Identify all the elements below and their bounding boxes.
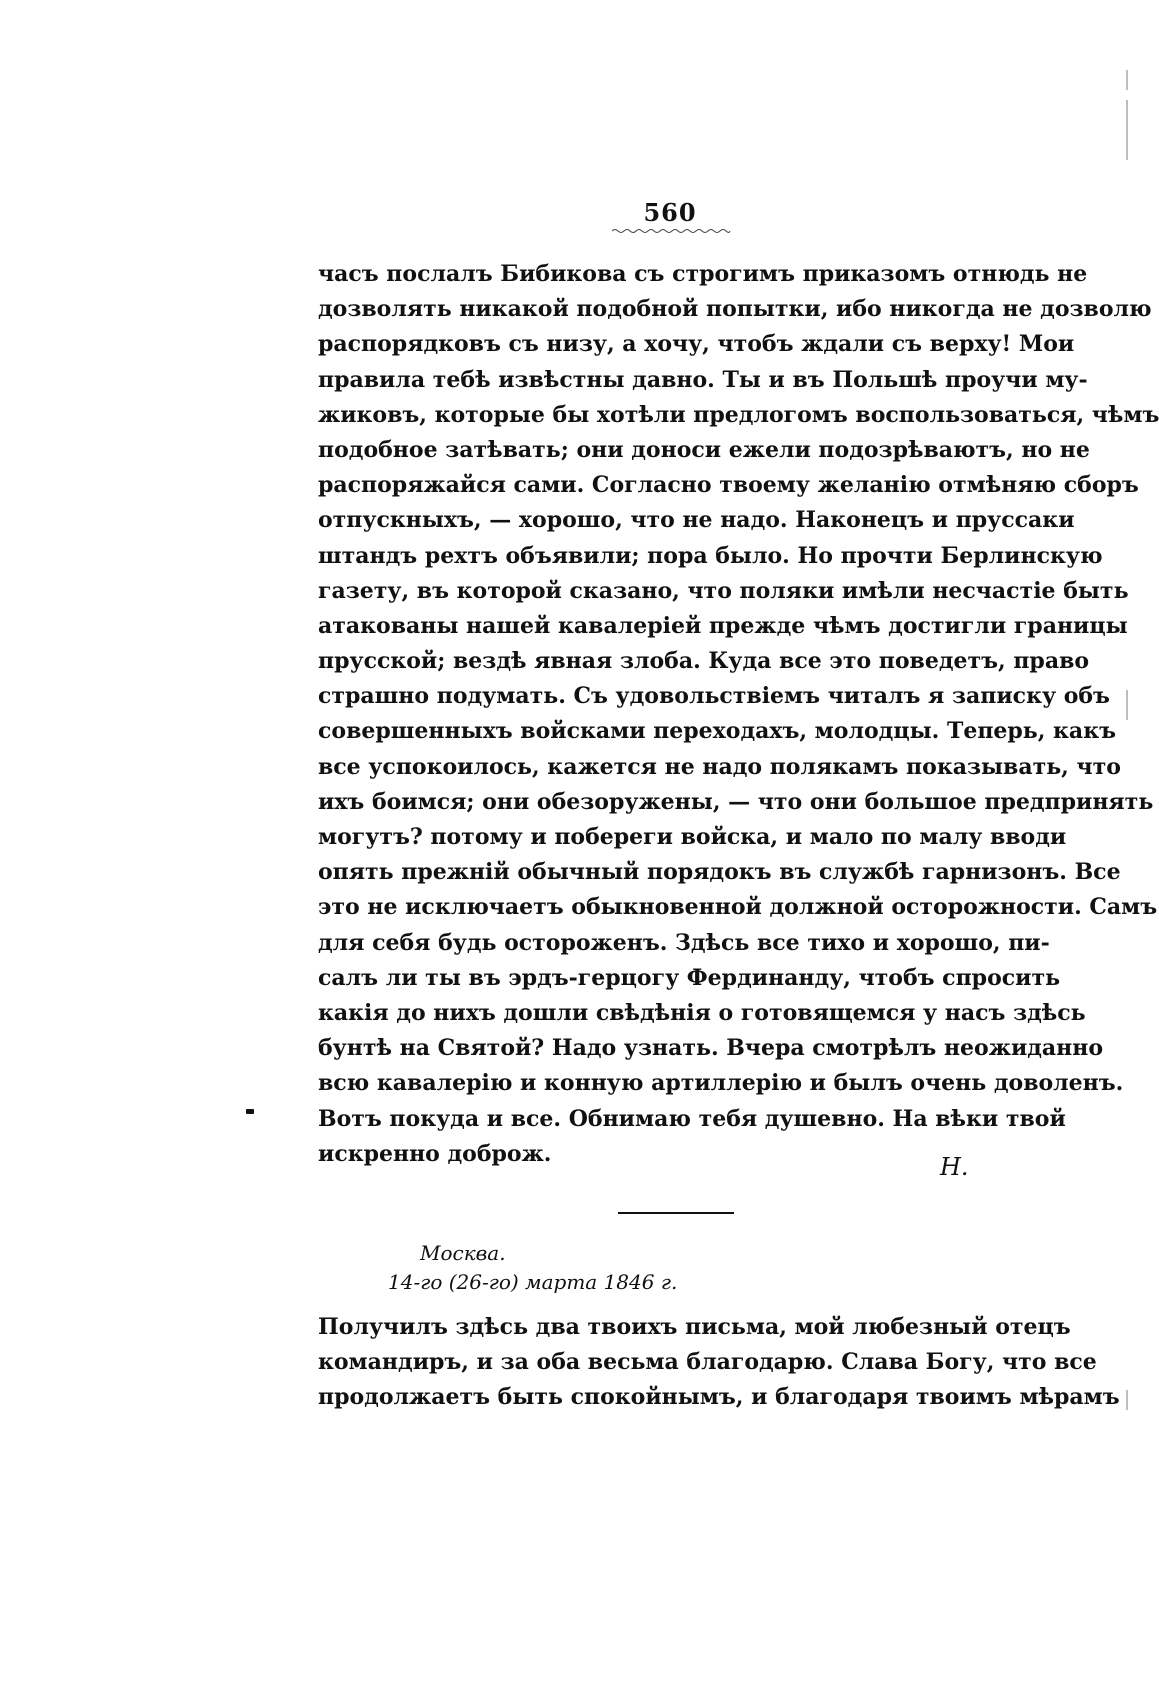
page-number: 560 bbox=[643, 198, 697, 227]
text-line: Вотъ покуда и все. Обнимаю тебя душевно. На вѣки твой bbox=[318, 1105, 1066, 1132]
text-line: все успокоилось, кажется не надо полякамъ показывать, что bbox=[318, 753, 1121, 780]
signature: Н. bbox=[940, 1153, 969, 1181]
letter-1-body bbox=[318, 257, 1159, 1172]
scan-edge-mark bbox=[1126, 1390, 1128, 1410]
section-divider bbox=[618, 1212, 734, 1214]
text-line: командиръ, и за оба весьма благодарю. Слава Богу, что все bbox=[318, 1349, 1097, 1376]
text-line: совершенныхъ войсками переходахъ, молодцы. Теперь, какъ bbox=[318, 718, 1116, 745]
text-line: для себя будь остороженъ. Здѣсь все тихо и хорошо, пи- bbox=[318, 929, 1050, 956]
text-line: продолжаетъ быть спокойнымъ, и благодаря твоимъ мѣрамъ bbox=[318, 1384, 1120, 1411]
letter-2-date: 14-го (26-го) марта 1846 г. bbox=[388, 1270, 678, 1294]
scan-edge-mark bbox=[1126, 70, 1128, 90]
text-line: газету, въ которой сказано, что поляки имѣли несчастіе быть bbox=[318, 577, 1129, 604]
page-number-ornament bbox=[612, 228, 730, 234]
scan-edge-mark bbox=[1126, 690, 1128, 720]
text-line: Получилъ здѣсь два твоихъ письма, мой любезный отецъ bbox=[318, 1314, 1071, 1340]
text-line: это не исключаетъ обыкновенной должной осторожности. Самъ bbox=[318, 894, 1158, 921]
letter-2-place: Москва. bbox=[420, 1241, 506, 1265]
scan-edge-mark bbox=[1126, 100, 1128, 160]
text-line: жиковъ, которые бы хотѣли предлогомъ воспользоваться, чѣмъ bbox=[318, 401, 1159, 428]
text-line: дозволять никакой подобной попытки, ибо никогда не дозволю bbox=[318, 296, 1152, 323]
margin-mark bbox=[246, 1109, 254, 1114]
text-line: какія до нихъ дошли свѣдѣнія о готовящемся у насъ здѣсь bbox=[318, 999, 1086, 1026]
letter-2-body bbox=[318, 1310, 1120, 1416]
text-line: часъ послалъ Бибикова съ строгимъ приказомъ отнюдь не bbox=[318, 261, 1088, 287]
text-line: опять прежній обычный порядокъ въ службѣ гарнизонъ. Все bbox=[318, 859, 1121, 886]
text-line: подобное затѣвать; они доноси ежели подозрѣваютъ, но не bbox=[318, 436, 1090, 463]
text-line: салъ ли ты въ эрдъ-герцогу Фердинанду, чтобъ спросить bbox=[318, 964, 1061, 991]
text-line: штандъ рехтъ объявили; пора было. Но прочти Берлинскую bbox=[318, 542, 1103, 569]
text-line: всю кавалерію и конную артиллерію и былъ очень доволенъ. bbox=[318, 1070, 1124, 1097]
text-line: распорядковъ съ низу, а хочу, чтобъ ждали съ верху! Мои bbox=[318, 331, 1075, 358]
text-line: отпускныхъ, — хорошо, что не надо. Наконецъ и пруссаки bbox=[318, 507, 1075, 534]
text-line: правила тебѣ извѣстны давно. Ты и въ Польшѣ проучи му- bbox=[318, 366, 1088, 393]
text-line: страшно подумать. Съ удовольствіемъ читалъ я записку объ bbox=[318, 683, 1110, 710]
text-line: распоряжайся сами. Согласно твоему желанію отмѣняю сборъ bbox=[318, 472, 1139, 499]
text-line: бунтѣ на Святой? Надо узнать. Вчера смотрѣлъ неожиданно bbox=[318, 1035, 1104, 1062]
text-line: ихъ боимся; они обезоружены, — что они большое предпринять bbox=[318, 788, 1154, 815]
text-line: прусской; вездѣ явная злоба. Куда все это поведетъ, право bbox=[318, 648, 1090, 675]
text-line: искренно доброж. bbox=[318, 1140, 552, 1167]
text-line: атакованы нашей кавалеріей прежде чѣмъ достигли границы bbox=[318, 612, 1128, 639]
text-line: могутъ? потому и побереги войска, и мало по малу вводи bbox=[318, 824, 1067, 850]
